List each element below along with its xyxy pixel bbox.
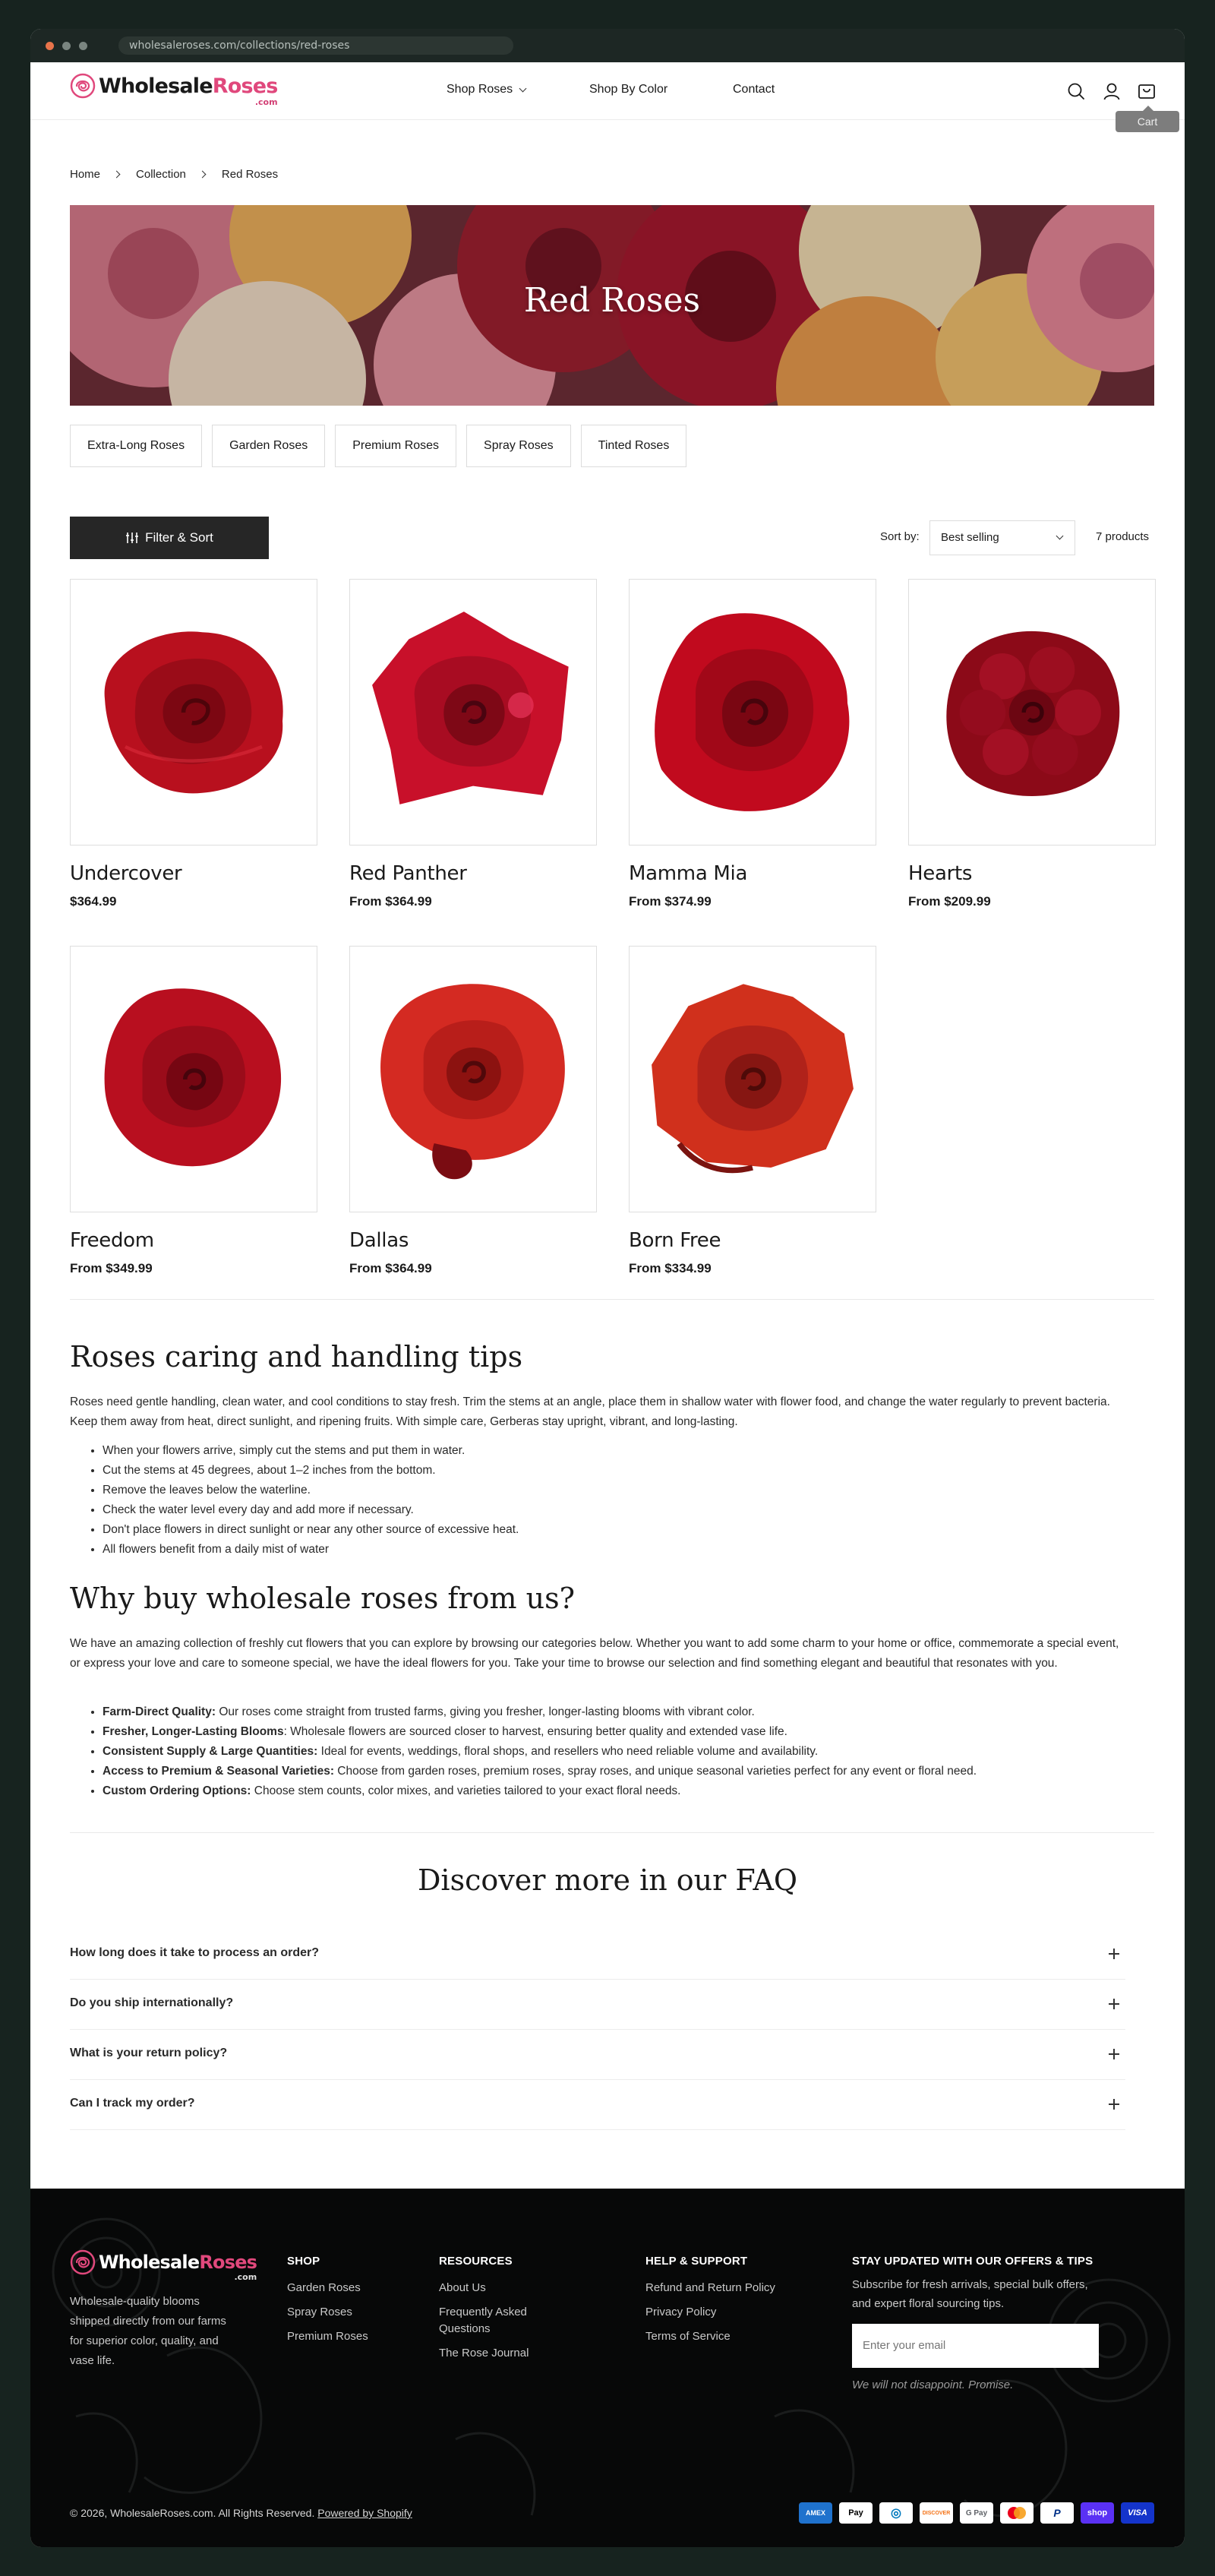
faq-question[interactable]: How long does it take to process an order?	[70, 1946, 320, 1959]
rose-image	[363, 602, 583, 823]
faq-item[interactable]	[70, 1980, 1125, 2030]
newsletter-description: Subscribe for fresh arrivals, special bulk offers, and expert floral sourcing tips.	[852, 2278, 1088, 2310]
chevron-down-icon	[1056, 533, 1064, 540]
footer-resources-column	[439, 2254, 568, 2362]
product-image[interactable]	[349, 946, 597, 1212]
footer-copyright	[70, 2507, 412, 2519]
logo-text-dark: Wholesale	[99, 74, 213, 98]
footer-link[interactable]: Privacy Policy	[645, 2306, 717, 2318]
google-pay-icon: G Pay	[960, 2502, 993, 2524]
point-text: Choose from garden roses, premium roses, spray roses, and unique seasonal varieties perfect for any event or floral need.	[333, 1765, 977, 1778]
address-bar[interactable]: wholesaleroses.com/collections/red-roses	[118, 36, 513, 55]
plus-icon[interactable]	[1109, 1999, 1119, 2009]
product-card-freedom[interactable]	[70, 946, 317, 1276]
browser-titlebar	[30, 29, 1185, 62]
list-item	[103, 1762, 1135, 1781]
nav-shop-roses[interactable]	[447, 83, 525, 96]
product-name[interactable]: Undercover	[70, 862, 182, 885]
footer-link[interactable]: Premium Roses	[287, 2330, 368, 2343]
apple-pay-icon: Pay	[839, 2502, 873, 2524]
product-name[interactable]: Born Free	[629, 1229, 721, 1252]
faq-item[interactable]	[70, 2030, 1125, 2080]
payment-methods	[792, 2502, 1154, 2524]
paypal-icon: P	[1040, 2502, 1074, 2524]
breadcrumb-current: Red Roses	[221, 168, 279, 181]
mastercard-icon	[1000, 2502, 1034, 2524]
list-item	[103, 1722, 1135, 1742]
product-image[interactable]	[908, 579, 1156, 845]
why-buy-list	[103, 1702, 1135, 1801]
chevron-right-icon	[198, 171, 206, 179]
point-label: Fresher, Longer-Lasting Blooms	[103, 1725, 284, 1738]
point-text: Choose stem counts, color mixes, and varieties tailored to your exact floral needs.	[251, 1784, 681, 1797]
cart-icon[interactable]	[1137, 81, 1157, 101]
chevron-right-icon	[113, 171, 121, 179]
footer-link[interactable]: Terms of Service	[645, 2330, 731, 2343]
product-price: From $374.99	[629, 894, 712, 909]
nav-contact-label: Contact	[733, 83, 775, 96]
point-label: Farm-Direct Quality:	[103, 1705, 216, 1718]
sort-value: Best selling	[941, 531, 999, 544]
product-card-mamma-mia[interactable]	[629, 579, 876, 909]
sort-select[interactable]	[929, 520, 1075, 555]
nav-shop-roses-label: Shop Roses	[447, 83, 513, 96]
sort-bar	[30, 520, 1185, 555]
sort-label: Sort by:	[880, 530, 920, 543]
why-buy-intro: We have an amazing collection of freshly cut flowers that you can explore by browsing our categories below. Whether you want to add some charm to your home or office, commemorate a special event, or express your love and care to someone special, we have the ideal flowers for you. Take your time to browse our selection and find something elegant and beautiful that resonates with you.	[70, 1637, 1119, 1670]
subcollection-chips	[70, 425, 696, 467]
discover-icon: DISCOVER	[920, 2502, 953, 2524]
browser-window	[30, 29, 1185, 2547]
site-header	[30, 62, 1185, 120]
product-image[interactable]	[70, 579, 317, 845]
product-image[interactable]	[70, 946, 317, 1212]
plus-icon[interactable]	[1109, 2099, 1119, 2110]
main-nav	[30, 62, 1185, 120]
rose-image	[91, 977, 296, 1182]
logo-text-dark: Wholesale	[99, 2252, 200, 2273]
product-name[interactable]: Freedom	[70, 1229, 154, 1252]
point-text: : Wholesale flowers are sourced closer to harvest, ensuring better quality and extended vase life.	[283, 1725, 787, 1738]
product-card-born-free[interactable]	[629, 946, 876, 1276]
mastercard-circles	[1005, 2505, 1028, 2521]
diners-club-icon: ◎	[879, 2502, 913, 2524]
copyright-text: © 2026, WholesaleRoses.com. All Rights Reserved.	[70, 2507, 318, 2519]
product-price: From $209.99	[908, 894, 991, 909]
visa-icon: VISA	[1121, 2502, 1154, 2524]
product-price: From $349.99	[70, 1261, 153, 1275]
faq-heading: Discover more in our FAQ	[417, 1863, 798, 1897]
footer-column-title: RESOURCES	[439, 2255, 513, 2268]
site-footer	[30, 2189, 1185, 2547]
section-divider	[70, 1832, 1154, 1833]
account-icon[interactable]	[1102, 81, 1122, 101]
logo-wordmark	[99, 2252, 257, 2282]
footer-link[interactable]: Refund and Return Policy	[645, 2281, 775, 2294]
close-window-dot[interactable]	[46, 42, 54, 50]
product-name[interactable]: Dallas	[349, 1229, 409, 1252]
list-item: • All flowers benefit from a daily mist of water	[103, 1540, 1135, 1560]
chevron-down-icon	[519, 84, 527, 92]
product-image[interactable]	[629, 946, 876, 1212]
faq-question[interactable]: Do you ship internationally?	[70, 1996, 234, 2009]
newsletter-note: We will not disappoint. Promise.	[852, 2378, 1014, 2391]
care-tips-heading: Roses caring and handling tips	[70, 1340, 523, 1373]
list-item	[103, 1702, 1135, 1722]
shop-pay-icon: shop	[1081, 2502, 1114, 2524]
footer-tagline: Wholesale-quality blooms shipped directly from our farms for superior color, quality, and vase life.	[70, 2295, 226, 2367]
product-image[interactable]	[349, 579, 597, 845]
product-card-hearts[interactable]	[908, 579, 1156, 909]
chip-premium-roses[interactable]: Premium Roses	[335, 425, 456, 467]
list-item: • When your flowers arrive, simply cut the stems and put them in water.	[103, 1441, 1135, 1461]
amex-icon: AMEX	[799, 2502, 832, 2524]
nav-shop-by-color[interactable]	[589, 83, 667, 96]
faq-item[interactable]	[70, 1930, 1125, 1980]
faq-question[interactable]: Can I track my order?	[70, 2097, 195, 2110]
rose-image	[642, 969, 863, 1190]
list-item: • Check the water level every day and add more if necessary.	[103, 1500, 1135, 1520]
product-name[interactable]: Hearts	[908, 862, 973, 885]
chip-extra-long-roses[interactable]: Extra-Long Roses	[70, 425, 202, 467]
footer-help-column	[645, 2254, 775, 2345]
logo-suffix: .com	[254, 96, 278, 107]
care-tips-intro: Roses need gentle handling, clean water, and cool conditions to stay fresh. Trim the stems at an angle, place them in shallow water with flower food, and change the water regularly to prevent bacteria. Keep them away from heat, direct sunlight, and ripening fruits. With simple care, Gerberas stay upright, vibrant, and long-lasting.	[70, 1395, 1110, 1428]
logo-text-pink: Roses	[212, 74, 278, 98]
product-name[interactable]: Mamma Mia	[629, 862, 748, 885]
product-image[interactable]	[629, 579, 876, 845]
footer-link[interactable]: About Us	[439, 2281, 486, 2294]
list-item	[103, 1781, 1135, 1801]
point-text: Our roses come straight from trusted farms, giving you fresher, longer-lasting blooms with vibrant color.	[216, 1705, 755, 1718]
breadcrumb-home[interactable]: Home	[70, 168, 101, 181]
footer-shop-column	[287, 2254, 368, 2345]
footer-logo[interactable]	[70, 2249, 257, 2282]
rose-image	[91, 610, 296, 815]
rose-image	[639, 599, 866, 827]
product-count: 7 products	[1096, 530, 1150, 543]
breadcrumb-collection[interactable]: Collection	[136, 168, 186, 181]
plus-icon[interactable]	[1109, 1949, 1119, 1959]
product-card-undercover[interactable]	[70, 579, 317, 909]
newsletter-title: STAY UPDATED WITH OUR OFFERS & TIPS	[852, 2255, 1094, 2268]
collection-hero-banner	[70, 205, 1154, 406]
care-tips-list	[103, 1441, 1135, 1560]
cart-tooltip: Cart	[1116, 111, 1179, 132]
rose-logo-icon	[70, 2249, 96, 2275]
footer-newsletter-column	[852, 2254, 1110, 2391]
list-item	[103, 1742, 1135, 1762]
collection-title: Red Roses	[523, 281, 701, 320]
point-label: Custom Ordering Options:	[103, 1784, 251, 1797]
product-price: From $364.99	[349, 894, 432, 909]
search-icon[interactable]	[1066, 81, 1086, 101]
nav-shop-by-color-label: Shop By Color	[589, 83, 668, 96]
newsletter-email-input[interactable]	[852, 2324, 1099, 2368]
powered-by-shopify-link[interactable]: Powered by Shopify	[317, 2507, 412, 2519]
maximize-window-dot[interactable]	[79, 42, 87, 50]
point-text: Ideal for events, weddings, floral shops, and resellers who need reliable volume and availability.	[317, 1745, 819, 1758]
logo-text-pink: Roses	[199, 2252, 257, 2273]
product-card-red-panther[interactable]	[349, 579, 597, 909]
footer-column-title: HELP & SUPPORT	[645, 2255, 748, 2268]
list-item: • Don't place flowers in direct sunlight or near any other source of excessive heat.	[103, 1520, 1135, 1540]
product-price: From $334.99	[629, 1261, 712, 1275]
chip-tinted-roses[interactable]: Tinted Roses	[581, 425, 687, 467]
list-item: • Cut the stems at 45 degrees, about 1–2 inches from the bottom.	[103, 1461, 1135, 1481]
why-buy-heading: Why buy wholesale roses from us?	[70, 1582, 575, 1615]
point-label: Consistent Supply & Large Quantities:	[103, 1745, 318, 1758]
filter-sort-label: Filter & Sort	[145, 530, 213, 545]
footer-link[interactable]: Frequently Asked Questions	[439, 2306, 527, 2335]
product-card-dallas[interactable]	[349, 946, 597, 1276]
breadcrumb	[70, 168, 278, 181]
list-item: • Remove the leaves below the waterline.	[103, 1481, 1135, 1500]
product-name[interactable]: Red Panther	[349, 862, 467, 885]
faq-question[interactable]: What is your return policy?	[70, 2047, 228, 2059]
rose-image	[933, 614, 1131, 811]
product-price: $364.99	[70, 894, 117, 909]
logo-suffix: .com	[234, 2272, 257, 2282]
section-divider	[70, 1299, 1154, 1300]
rose-image	[367, 966, 579, 1193]
footer-link[interactable]: The Rose Journal	[439, 2347, 529, 2359]
point-label: Access to Premium & Seasonal Varieties:	[103, 1765, 334, 1778]
footer-column-title: SHOP	[287, 2255, 320, 2268]
footer-link[interactable]: Spray Roses	[287, 2306, 352, 2318]
plus-icon[interactable]	[1109, 2049, 1119, 2059]
footer-link[interactable]: Garden Roses	[287, 2281, 361, 2294]
faq-item[interactable]	[70, 2080, 1125, 2130]
nav-contact[interactable]	[733, 83, 775, 96]
minimize-window-dot[interactable]	[62, 42, 71, 50]
product-price: From $364.99	[349, 1261, 432, 1275]
chip-spray-roses[interactable]: Spray Roses	[466, 425, 571, 467]
chip-garden-roses[interactable]: Garden Roses	[212, 425, 325, 467]
